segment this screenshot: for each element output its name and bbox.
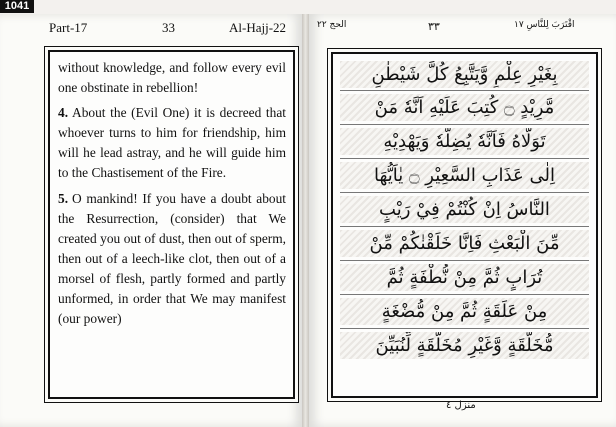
arabic-line: مِّنَ الْبَعْثِ فَاِنَّا خَلَقْنٰكُمْ مِّنْ [340,230,589,257]
left-page [0,14,302,427]
translation-frame [48,50,295,399]
line-rule [340,158,589,159]
verse-paragraph [58,189,286,330]
page-number: 33 [162,20,175,35]
verse-text: About the (Evil One) it is decreed that whoever turns to him for friendship, him will he lead astray, and he will guide him to the Chastisement of the Fire. [58,105,286,181]
book-gutter [302,14,309,427]
verse-paragraph [58,103,286,183]
page-id-badge: 1041 [0,0,34,13]
arabic-line: مُّخَلَّقَةٍ وَّغَيْرِ مُخَلَّقَةٍ لِّنُبَيِّنَ [340,332,589,359]
line-rule [340,260,589,261]
surah-label: Al-Hajj-22 [229,20,287,35]
arabic-line: تُرَابٍ ثُمَّ مِنْ نُّطْفَةٍ ثُمَّ [340,264,589,291]
arabic-line: بِغَيْرِ عِلْمٍ وَّيَتَّبِعُ كُلَّ شَيْطٰنٍ [340,61,589,88]
line-rule [340,294,589,295]
line-rule [340,124,589,125]
arabic-part-label: اقْتَرَبَ لِلنَّاسِ ١٧ [514,20,575,30]
arabic-line: مَّرِيْدٍ ۝ كُتِبَ عَلَيْهِ اَنَّهٗ مَنْ [340,94,589,121]
line-rule [340,328,589,329]
arabic-line: مِنْ عَلَقَةٍ ثُمَّ مِنْ مُّضْغَةٍ [340,298,589,325]
right-page [309,14,616,427]
translation-text [58,58,286,334]
arabic-page-number: ٣٣ [428,20,440,33]
arabic-line: اِلٰى عَذَابِ السَّعِيْرِ ۝ يٰاَيُّهَا [340,162,589,189]
line-rule [340,192,589,193]
line-rule [340,90,589,91]
verse-number: 4. [58,105,69,121]
part-label: Part-17 [49,20,88,35]
arabic-frame [331,52,598,398]
verse-text: O mankind! If you have a doubt about the Resurrection, (consider) that We created you out of dust, then out of sperm, then out of a leech-like clot, then out of a morsel of flesh, partly formed and partly unformed, in order that We may manifest (our power) [58,190,286,327]
line-rule [340,226,589,227]
manzil-footer: منزل ٤ [446,400,476,411]
arabic-surah-label: الحج ٢٢ [317,20,347,30]
verse-number: 5. [58,190,69,206]
arabic-line: تَوَلَّاهُ فَاَنَّهٗ يُضِلُّهٗ وَيَهْدِيْهِ [340,128,589,155]
intro-paragraph: without knowledge, and follow every evil one obstinate in rebellion! [58,60,286,96]
arabic-line: النَّاسُ اِنْ كُنْتُمْ فِيْ رَيْبٍ [340,196,589,223]
